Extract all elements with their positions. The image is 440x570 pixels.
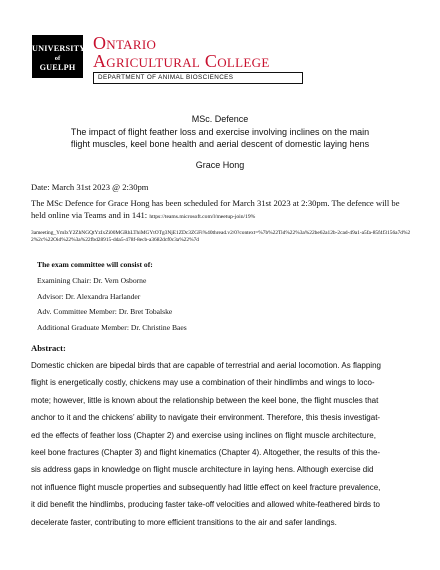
committee-heading: The exam committee will consist of: [37, 260, 153, 269]
committee-member-adv-committee: Adv. Committee Member: Dr. Bret Tobalske [37, 307, 173, 316]
teams-link-inline[interactable]: https://teams.microsoft.com/l/meetup-join/19% [149, 214, 256, 220]
abstract-line: flight is energetically costly, chickens may use a combination of their hindlimbs and wings to loco- [31, 378, 375, 388]
committee-member-chair: Examining Chair: Dr. Vern Osborne [37, 276, 147, 285]
committee-member-advisor: Advisor: Dr. Alexandra Harlander [37, 291, 141, 301]
abstract-line: it did benefit the hindlimbs, producing faster take-off velocities and allowed white-feathered birds to [31, 500, 380, 510]
logo-line-guelph: GUELPH [39, 63, 76, 72]
college-name-line1: Ontario [93, 33, 157, 53]
abstract-line: anchor to it and the chickens’ ability to navigate their environment. Therefore, this thesis investigat- [31, 413, 381, 423]
university-logo [32, 35, 86, 78]
logo-line-university: UNIVERSITY [32, 44, 86, 53]
department-banner: DEPARTMENT OF ANIMAL BIOSCIENCES [93, 72, 303, 84]
abstract-body [31, 357, 407, 531]
teams-link[interactable]: 3ameeting_YmIxY2ZhNGQtYzIxZi00MGRhLThiMGYtOTg3NjE1ZDc3ZGFi%40thread.v2/0?context=%7b%22Tid%22%3a%22be62a12b-2cad-49a1-a5fa-85f4f3156a7d%22%2c%22Oid%22%3a%22fbd28915-dda5-478f-8ecb-a3682dcf0c3a%22%7d [31, 230, 411, 243]
thesis-title [0, 127, 440, 150]
abstract-line: Domestic chicken are bipedal birds that are capable of terrestrial and aerial locomotion. As flapping [31, 361, 381, 370]
college-name-line2: Agricultural College [93, 51, 270, 71]
abstract-line: mote; however, little is known about the relationship between the keel bone, the flight muscles that [31, 395, 379, 405]
defence-heading: MSc. Defence [191, 114, 249, 124]
defence-intro [31, 197, 411, 223]
author-name: Grace Hong [195, 160, 245, 170]
abstract-line: keel bone fractures (Chapter 3) and flight kinematics (Chapter 4). Altogether, the results of this the- [31, 448, 381, 458]
abstract-line: not influence flight muscle properties and subsequently had little effect on keel fracture prevalence, [31, 482, 381, 492]
intro-text: The MSc Defence for Grace Hong has been scheduled for March 31st 2023 at 2:30pm. The defence will be held online via Teams and in 141: [31, 198, 400, 220]
abstract-line: ed the effects of feather loss (Chapter 2) and exercise using inclines on flight muscle architecture, [31, 430, 376, 440]
logo-line-of: of [54, 55, 61, 62]
committee-section [37, 260, 407, 338]
thesis-title-line1: The impact of flight feather loss and exercise involving inclines on the main [70, 127, 370, 137]
abstract-line: sis address gaps in knowledge on flight muscle architecture in laying hens. Although exercise did [31, 465, 374, 475]
committee-member-additional: Additional Graduate Member: Dr. Christine Baes [37, 322, 187, 332]
defence-date: Date: March 31st 2023 @ 2:30pm [31, 182, 149, 192]
abstract-line: decelerate faster, contributing to more efficient transitions to the air and safer landings. [31, 517, 337, 527]
thesis-title-line2: flight muscles, keel bone health and aerial descent of domestic laying hens [70, 138, 370, 149]
abstract-heading: Abstract: [31, 343, 66, 353]
college-name [93, 34, 270, 70]
